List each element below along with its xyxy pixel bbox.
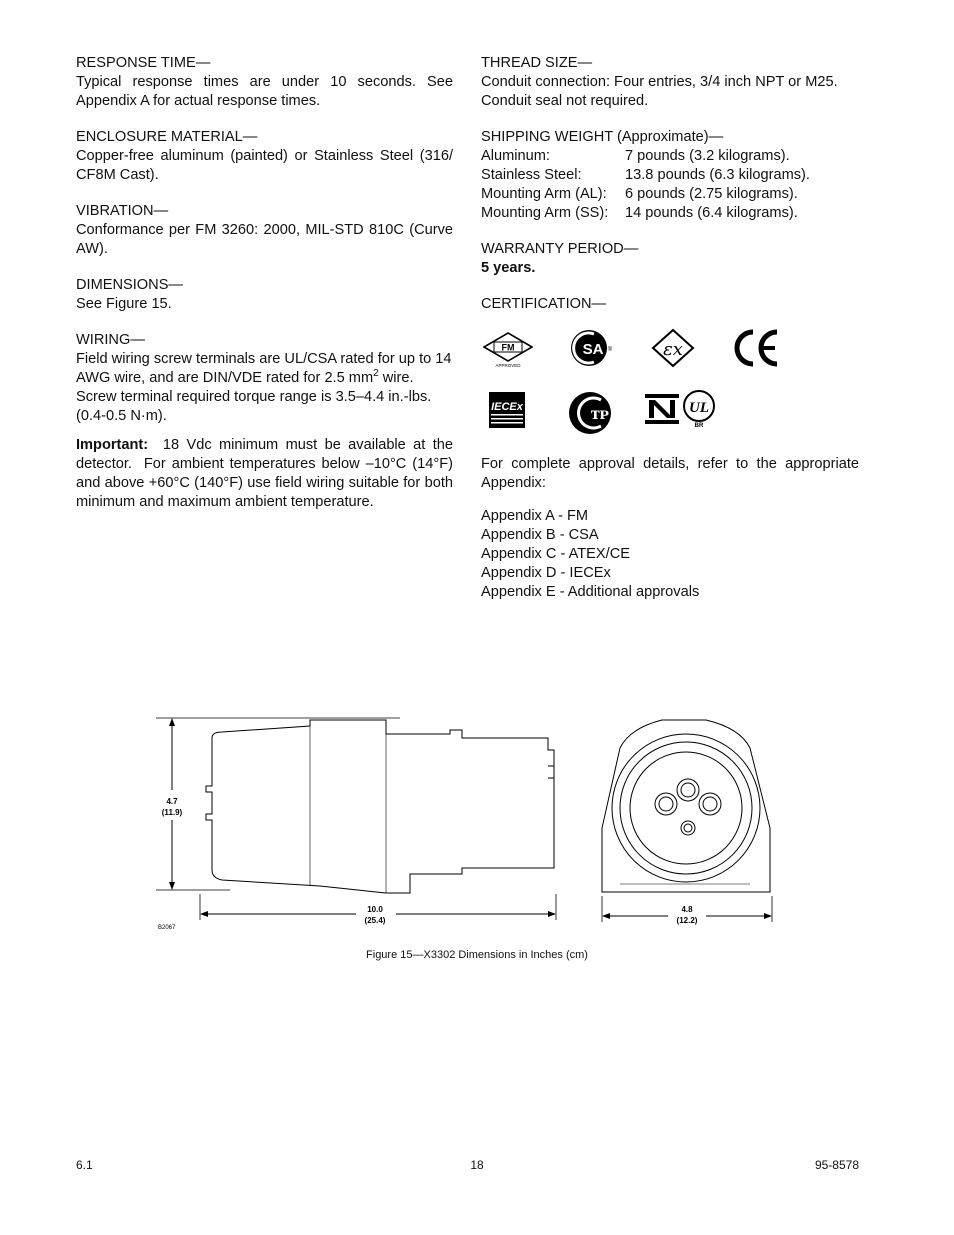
response-time-section: [76, 54, 453, 111]
weight-value: 6 pounds (2.75 kilograms).: [625, 186, 798, 202]
section-heading: WIRING—: [76, 332, 145, 348]
weight-row: [481, 147, 859, 166]
dimensions-section: [76, 276, 453, 314]
atex-ex-logo: [651, 328, 695, 368]
ce-mark-logo: [733, 328, 781, 368]
certification-section: [481, 295, 859, 314]
thread-size-section: [481, 54, 859, 111]
section-body: Typical response times are under 10 seconds. See Appendix A for actual response times.: [76, 74, 453, 109]
section-heading: CERTIFICATION—: [481, 296, 607, 312]
registered-mark: ®: [607, 347, 613, 353]
important-label: Important:: [76, 437, 149, 453]
fm-approved-text: APPROVED: [495, 363, 521, 368]
fm-approved-logo: [483, 332, 533, 368]
drawing-code: B2067: [158, 925, 176, 931]
weight-label: Aluminum:: [481, 148, 550, 164]
appendix-item: Appendix E - Additional approvals: [481, 584, 700, 600]
csa-text: SA: [582, 341, 604, 358]
iecex-logo: [489, 392, 527, 432]
appendix-item: Appendix D - IECEx: [481, 565, 611, 581]
width-dimension: 4.8: [681, 905, 693, 914]
section-body: Conformance per FM 3260: 2000, MIL-STD 810C (Curve AW).: [76, 222, 453, 257]
ce-text: CE: [733, 328, 735, 329]
important-body: 18 Vdc minimum must be available at the detector. For ambient temperatures below –10°C (14°F) and above +60°C (140°F) use field wiring suitable for both minimum and maximum ambient temperature.: [76, 437, 458, 510]
section-body: [76, 350, 453, 426]
wiring-section: [76, 331, 453, 426]
weight-row: [481, 185, 859, 204]
weight-label: Mounting Arm (AL):: [481, 186, 607, 202]
appendix-item: Appendix A - FM: [481, 508, 589, 524]
section-body: Copper-free aluminum (painted) or Stainless Steel (316/ CF8M Cast).: [76, 148, 453, 183]
dimension-drawing: [150, 708, 790, 938]
important-note: [76, 436, 458, 512]
appendix-item: Appendix B - CSA: [481, 527, 599, 543]
approval-note: For complete approval details, refer to the appropriate Appendix:: [481, 456, 859, 491]
width-dimension-cm: (12.2): [676, 916, 698, 925]
section-body: Conduit connection: Four entries, 3/4 inch NPT or M25. Conduit seal not required.: [481, 74, 838, 109]
weight-label: Stainless Steel:: [481, 167, 582, 183]
section-heading: WARRANTY PERIOD—: [481, 241, 639, 257]
warranty-section: [481, 240, 859, 278]
section-heading: THREAD SIZE—: [481, 55, 593, 71]
ul-text: UL: [689, 400, 709, 416]
enclosure-section: [76, 128, 453, 185]
csa-logo: [569, 326, 613, 370]
ex-text: εx: [663, 339, 683, 360]
shipping-weight-section: [481, 128, 859, 223]
weight-value: 14 pounds (6.4 kilograms).: [625, 205, 798, 221]
approval-details: [481, 455, 859, 602]
wiring-text-a: Field wiring screw terminals are UL/CSA rated for up to 14 AWG wire, and are DIN/VDE rated for 2.5 mm: [76, 351, 452, 386]
section-body: 5 years.: [481, 260, 536, 276]
right-column: [481, 54, 859, 314]
section-body: See Figure 15.: [76, 296, 172, 312]
weight-value: 13.8 pounds (6.3 kilograms).: [625, 167, 810, 183]
height-dimension-cm: (11.9): [161, 808, 183, 817]
wiring-text-b: wire. Screw terminal required torque range is 3.5–4.4 in.-lbs. (0.4-0.5 N·m).: [76, 370, 432, 424]
section-heading: VIBRATION—: [76, 203, 169, 219]
iecex-text: IECEx: [491, 401, 523, 413]
page-number: 18: [470, 1158, 484, 1172]
ul-br-logo: [681, 388, 717, 428]
certification-logos: [483, 326, 783, 438]
section-heading: SHIPPING WEIGHT (Approximate)—: [481, 129, 724, 145]
section-heading: ENCLOSURE MATERIAL—: [76, 129, 258, 145]
weight-row: [481, 166, 859, 185]
length-dimension-cm: (25.4): [364, 916, 386, 925]
height-dimension: 4.7: [166, 797, 178, 806]
fm-text: FM: [501, 342, 515, 353]
appendix-item: Appendix C - ATEX/CE: [481, 546, 630, 562]
section-heading: RESPONSE TIME—: [76, 55, 211, 71]
inmetro-logo: [643, 392, 681, 426]
gost-logo: [567, 390, 617, 436]
section-heading: DIMENSIONS—: [76, 277, 184, 293]
superscript: 2: [373, 368, 379, 380]
document-number: 95-8578: [814, 1158, 859, 1172]
weight-row: [481, 204, 859, 223]
weight-label: Mounting Arm (SS):: [481, 205, 609, 221]
weight-value: 7 pounds (3.2 kilograms).: [625, 148, 790, 164]
svg-text:ᴛᴘ: ᴛᴘ: [590, 403, 610, 423]
figure-caption: Figure 15—X3302 Dimensions in Inches (cm): [366, 949, 588, 961]
left-column: [76, 54, 458, 512]
footer-revision: 6.1: [76, 1158, 93, 1172]
vibration-section: [76, 202, 453, 259]
length-dimension: 10.0: [367, 905, 383, 914]
ul-br-text: BR: [694, 423, 704, 428]
